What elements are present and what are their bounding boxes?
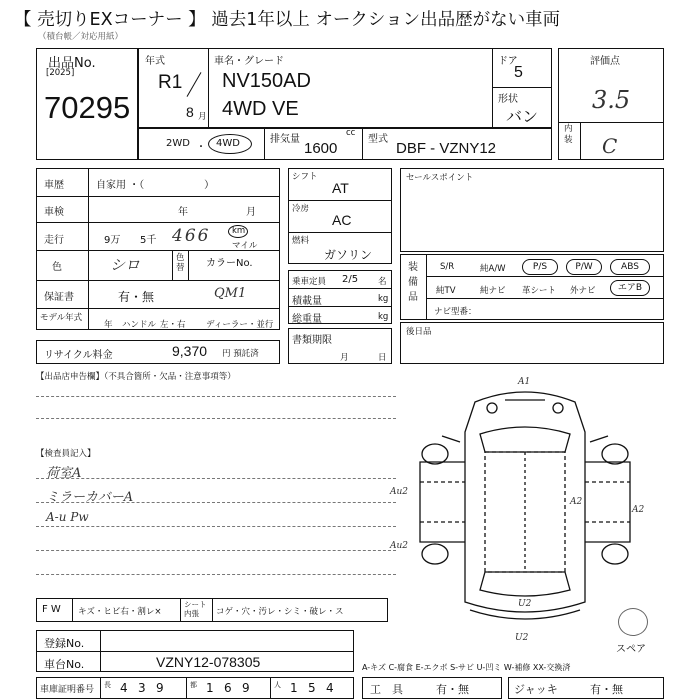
year-era: R1 [158,72,183,93]
equip-r2-2: 革シート [522,286,557,296]
damage-mark-u2-rear: U2 [518,599,532,609]
tools-label: 工 具 [370,683,403,696]
drive-opt2: 4WD [216,138,240,149]
capacity-unit: 名 [378,277,387,287]
model-name: NV150AD [222,70,311,92]
color-no: カラーNo. [206,258,253,269]
cert-mark-1: 長 [104,681,111,689]
shift-label: シフト [292,172,318,182]
model-year-lr: 左・右 [160,320,186,330]
mileage-hand: 466 [172,226,211,246]
displacement-value: 1600 [304,140,338,157]
model-year-dealer: ディーラー・並行 [206,320,274,330]
equip-r1-1: 純A/W [480,264,506,274]
equip-label: 装備品 [408,262,418,303]
fuel-value: ガソリン [324,248,373,262]
ac-label: 冷房 [292,204,310,214]
spare-label: スペア [616,644,646,655]
model-year-label: モデル年式 [40,313,83,323]
lot-label: 出品No. [48,56,96,71]
ac-value: AC [332,212,352,228]
damage-mark-a2-center: A2 [570,497,583,507]
mileage-km: km [232,226,246,236]
tools-value: 有・無 [436,683,469,696]
inspection-year: 年 [178,207,188,218]
equip-r1-3: P/W [566,259,602,275]
body-value: バン [506,109,539,126]
gross-unit: kg [378,312,389,322]
capacity-value: 2/5 [342,274,359,285]
damage-mark-au2-left: Au2 [390,487,409,497]
load-unit: kg [378,294,389,304]
year-label: 年式 [145,56,165,67]
recycle-value: 9,370 [172,343,208,359]
equip-r2-3: 外ナビ [570,286,596,296]
cert-digit-1: 4 [120,681,128,695]
damage-mark-a2-right: A2 [632,505,645,515]
warranty-note: QM1 [214,286,247,301]
color-change-label: 色替 [176,253,185,273]
chassis-value: VZNY12-078305 [156,654,261,670]
check-row-label: F W [42,604,61,615]
gross-label: 総重量 [292,314,322,325]
equip-r1-4: ABS [610,259,650,275]
mileage-label: 走行 [44,235,64,246]
cert-digit-5: 6 [224,681,232,695]
lot-stamp: [2025] [46,68,75,78]
model-grade: 4WD VE [222,98,299,120]
cert-label: 車庫証明番号 [40,685,95,695]
mileage-man: 9万 [104,235,121,246]
cert-digit-4: 1 [206,681,214,695]
equip-nav: ナビ型番： [434,307,477,317]
damage-mark-a1: A1 [518,377,531,387]
recycle-label: リサイクル料金 [44,350,113,361]
displacement-label: 排気量 [270,134,300,145]
score-value: 3.5 [592,86,631,114]
inspector-notes-label: 【検査員記入】 [36,449,96,459]
after-label: 後日品 [406,327,432,337]
sales-label: セールスポイント [406,173,474,183]
equip-r1-0: S/R [440,262,455,272]
drive-opt1: 2WD [166,138,190,149]
fuel-label: 燃料 [292,236,310,246]
model-label: 車名・グレード [214,56,284,67]
recycle-unit: 円 預託済 [222,349,259,359]
cert-digit-2: 3 [138,681,146,695]
equip-r2-4: エアB [610,280,650,296]
load-label: 積載量 [292,296,322,307]
spare-tire-icon [618,608,648,636]
inspector-line-3: A-u Pw [46,510,89,524]
inspection-month: 月 [246,207,256,218]
doors-label: ドア [498,56,518,67]
body-label: 形状 [498,94,518,105]
mileage-mile: マイル [232,241,258,251]
history-value: 自家用 ・（ ） [96,180,215,191]
sub-note: （積台帳／対応用紙） [38,32,124,42]
type-label: 型式 [368,134,388,145]
cert-mark-3: 人 [274,681,281,689]
docs-label: 書類期限 [292,335,332,346]
year-month: 8 [186,104,194,120]
warranty-value: 有・無 [118,290,155,304]
legend: A-キズ C-腐食 E-エクボ S-サビ U-凹ミ W-補修 XX-交換済 [362,663,571,672]
cert-digit-8: 5 [308,681,316,695]
damage-mark-au2-lower: Au2 [390,541,409,551]
banner: 【 売切りEXコーナー 】 過去1年以上 オークション出品歴がない車両 [14,10,561,30]
cert-digit-6: 9 [242,681,250,695]
displacement-unit: cc [346,128,356,138]
history-label: 車歴 [44,180,64,191]
model-year-year: 年 [104,320,113,330]
equip-r1-2: P/S [522,259,558,275]
equip-r2-0: 純TV [436,286,456,296]
score-label: 評価点 [590,56,620,67]
inspector-line-2: ミラーカバーA [46,490,134,505]
cert-digit-7: 1 [290,681,298,695]
year-month-unit: 月 [198,112,207,122]
check-row-seat-label: シート内張 [184,600,207,618]
mileage-sen: 5千 [140,235,157,246]
lot-number: 70295 [44,90,131,125]
inspection-label: 車検 [44,207,64,218]
inspector-line-1: 荷室A [46,466,82,481]
capacity-label: 乗車定員 [292,277,327,287]
warranty-label: 保証書 [44,292,74,303]
jack-value: 有・無 [590,683,623,696]
interior-value: C [602,134,618,158]
check-row-seat-items: コゲ・穴・汚レ・シミ・破レ・ス [216,607,344,617]
docs-day: 日 [378,353,387,363]
model-year-handle: ハンドル [122,320,157,330]
chassis-label: 車台No. [44,658,85,671]
cert-digit-9: 4 [326,681,334,695]
color-value: シロ [110,256,141,274]
jack-label: ジャッキ [514,683,558,696]
cert-mark-2: 都 [190,681,197,689]
type-value: DBF - VZNY12 [396,140,497,157]
check-row-items: キズ・ヒビ右・割レ× [78,607,162,617]
drive-sep: ・ [196,142,206,153]
seller-notes-label: 【出品店申告欄】（不具合箇所・欠品・注意事項等） [36,372,236,382]
after-box [400,322,664,364]
docs-unit: 月 [340,353,349,363]
car-damage-diagram [380,372,670,642]
shift-value: AT [332,180,349,196]
cert-digit-3: 9 [156,681,164,695]
color-label: 色 [52,262,62,273]
doors-value: 5 [514,64,523,81]
equip-r2-1: 純ナビ [480,286,506,296]
reg-label: 登録No. [44,637,85,650]
interior-label: 内装 [564,124,573,145]
damage-mark-u2-bottom: U2 [515,633,529,642]
